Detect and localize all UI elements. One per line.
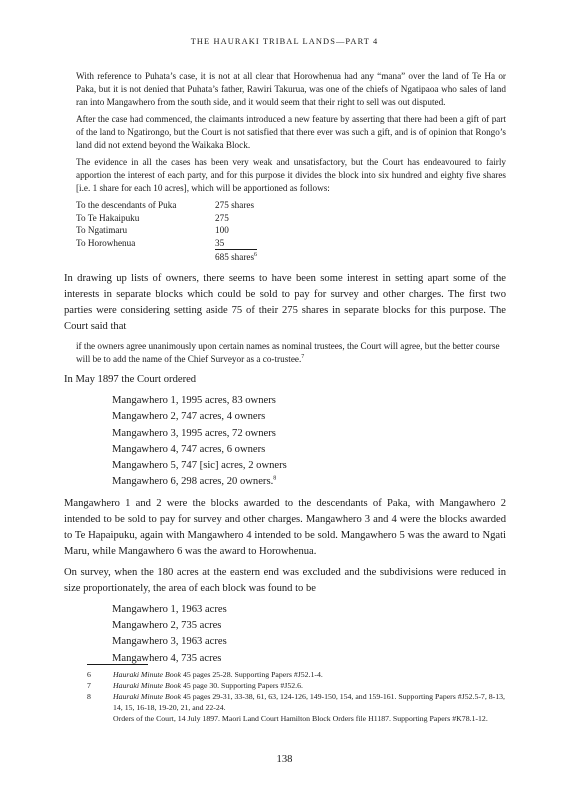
- shares-row: [76, 212, 257, 225]
- paragraph-puhata-case: With reference to Puhata’s case, it is not at all clear that Horowhenua had any “mana” over the land of Te Ha or Paka, but it is not denied that Puhata’s father, Rawiri Takurua, was one of the chiefs of Ngatipaoa who sales of land ran into Mangawhero from the south side, and it would seem that their right to sell was out disputed.: [76, 71, 506, 107]
- footnote-ref-8: 8: [273, 475, 277, 482]
- small-text-block: [64, 70, 506, 195]
- list-item: Mangawhero 2, 735 acres: [112, 620, 222, 632]
- footnote-source: Hauraki Minute Book: [113, 681, 181, 690]
- shares-value: 275 shares: [215, 200, 255, 210]
- footnote-text: 45 page 30. Supporting Papers #J52.6.: [181, 681, 303, 690]
- list-item: Mangawhero 2, 747 acres, 4 owners: [112, 411, 266, 423]
- list-item: Mangawhero 5, 747 [sic] acres, 2 owners: [112, 460, 287, 472]
- quote-text: if the owners agree unanimously upon certain names as nominal trustees, the Court will agree, but the better course will be to add the name of the Chief Surveyor as a co-trustee.: [76, 341, 500, 364]
- footnote-continuation: Orders of the Court, 14 July 1897. Maori Land Court Hamilton Block Orders file H1187. Supporting Papers #K78.1-12.: [113, 714, 488, 723]
- list-item: Mangawhero 3, 1995 acres, 72 owners: [112, 427, 276, 439]
- shares-row: [76, 199, 257, 212]
- footnote-number: 8: [87, 692, 91, 701]
- paragraph-block-awards: Mangawhero 1 and 2 were the blocks awarded to the descendants of Paka, with Mangawhero 2 intended to be sold to pay for survey and other charges. Mangawhero 3 and 4 were the blocks awarded to Te Hapaipuku, again with Mangawhero 4 intended to be sold. Mangawhero 5 was the award to Ngati Maru, while Mangawhero 6 was the award to Horowhenua.: [64, 497, 506, 557]
- surveyed-blocks-list: [64, 602, 506, 667]
- main-text: [64, 70, 506, 672]
- list-item: [112, 474, 506, 490]
- footnote-6: [87, 669, 506, 680]
- shares-value: 100: [215, 225, 229, 235]
- shares-total: [215, 250, 257, 265]
- shares-value: 35: [215, 237, 225, 248]
- paragraph-court-ordered: In May 1897 the Court ordered: [64, 374, 197, 385]
- footnote-ref-7: 7: [301, 353, 305, 360]
- shares-recipient: To Horowhenua: [76, 238, 136, 248]
- footnote-separator: [87, 664, 148, 665]
- list-item: Mangawhero 4, 747 acres, 6 owners: [112, 443, 266, 455]
- shares-row: [76, 237, 257, 250]
- list-item: Mangawhero 3, 1963 acres: [112, 636, 227, 648]
- footnote-8: [87, 691, 506, 724]
- paragraph-on-survey: On survey, when the 180 acres at the eastern end was excluded and the subdivisions were reduced in size proportionately, the area of each block was found to be: [64, 566, 506, 594]
- page-number: 138: [276, 754, 293, 765]
- list-item: Mangawhero 4, 735 acres: [112, 652, 222, 664]
- block-quote: [64, 340, 506, 366]
- list-item-text: Mangawhero 6, 298 acres, 20 owners.: [112, 476, 274, 488]
- shares-recipient: To the descendants of Puka: [76, 200, 177, 210]
- shares-recipient: To Te Hakaipuku: [76, 212, 140, 223]
- list-item: Mangawhero 1, 1963 acres: [112, 603, 227, 615]
- shares-table: [76, 199, 257, 264]
- footnote-ref-6: 6: [254, 251, 258, 258]
- footnote-text: 45 pages 29-31, 33-38, 61, 63, 124-126, 149-150, 154, and 159-161. Supporting Papers #J52.5-7, 8-13, 14, 15, 16-18, 19-20, 21, and 22-24.: [113, 692, 505, 712]
- list-item: Mangawhero 1, 1995 acres, 83 owners: [112, 395, 276, 406]
- running-header: THE HAURAKI TRIBAL LANDS—PART 4: [190, 37, 379, 46]
- paragraph-evidence: The evidence in all the cases has been very weak and unsatisfactory, but the Court has endeavoured to fairly apportion the interest of each party, and for this purpose it divides the block into six hundred and eighty five shares [i.e. 1 share for each 10 acres], which will be apportioned as follows:: [76, 157, 506, 193]
- footnote-source: Hauraki Minute Book: [113, 692, 181, 701]
- paragraph-gift-claim: After the case had commenced, the claimants introduced a new feature by asserting that there had been a gift of part of the land to Ngatirongo, but the Court is not satisfied that there ever was such a gift, and is of opinion that Rongo’s land did not extend beyond the Waikaka Block.: [76, 114, 506, 150]
- footnote-source: Hauraki Minute Book: [113, 670, 181, 679]
- paragraph-lists-of-owners: In drawing up lists of owners, there seems to have been some interest in setting apart some of the interests in separate blocks which could be sold to pay for survey and other charges. The first two parties were considering setting aside 75 of their 275 shares in separate blocks for this purpose. The Court said that: [64, 273, 506, 332]
- footnotes: [87, 669, 506, 724]
- shares-recipient: To Ngatimaru: [76, 225, 128, 235]
- shares-row: [76, 224, 257, 237]
- shares-total-value: 685 shares: [215, 252, 255, 262]
- ordered-blocks-list: [64, 393, 506, 491]
- shares-value: 275: [215, 212, 229, 223]
- footnote-7: [87, 680, 506, 691]
- shares-total-row: [76, 250, 257, 265]
- footnote-number: 7: [87, 681, 91, 690]
- footnote-number: 6: [87, 670, 91, 679]
- footnote-text: 45 pages 25-28. Supporting Papers #J52.1-4.: [181, 670, 323, 679]
